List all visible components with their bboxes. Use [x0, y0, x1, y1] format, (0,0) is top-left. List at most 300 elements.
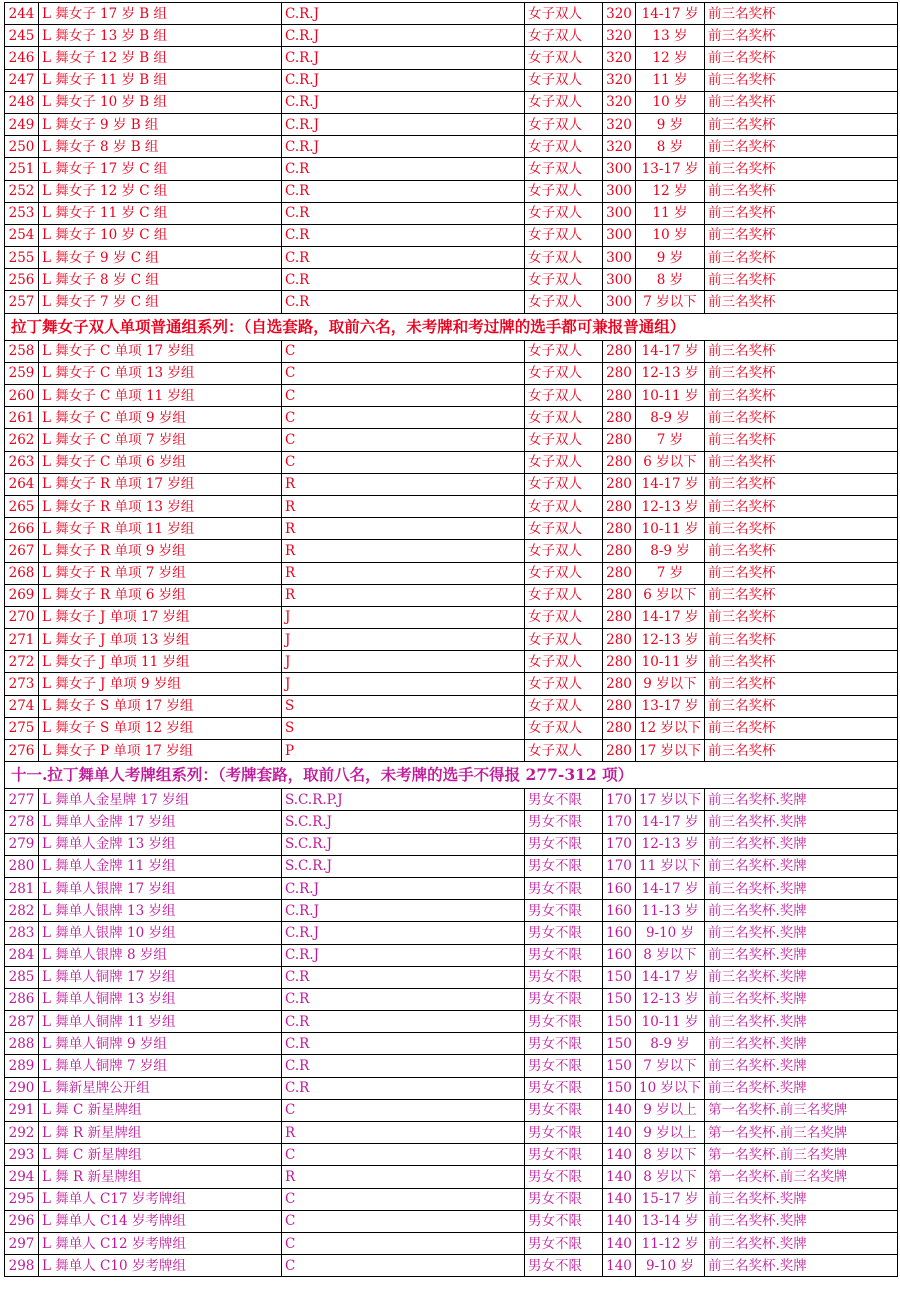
award-cell: 前三名奖杯 [705, 3, 898, 25]
award-cell: 前三名奖杯 [705, 362, 898, 384]
event-name-cell: L 舞女子 9 岁 B 组 [39, 113, 282, 135]
dance-codes-cell: C [282, 1210, 525, 1232]
age-group-cell: 7 岁 [636, 429, 705, 451]
award-cell: 前三名奖杯 [705, 158, 898, 180]
dance-codes-cell: C.R.J [282, 25, 525, 47]
table-row [5, 518, 898, 540]
dance-codes-cell: C.R [282, 269, 525, 291]
table-row [5, 202, 898, 224]
entry-type-cell: 男女不限 [525, 966, 603, 988]
entry-type-cell: 女子双人 [525, 340, 603, 362]
event-name-cell: L 舞女子 12 岁 B 组 [39, 47, 282, 69]
age-group-cell: 14-17 岁 [636, 811, 705, 833]
award-cell: 前三名奖杯 [705, 473, 898, 495]
event-name-cell: L 舞女子 17 岁 C 组 [39, 158, 282, 180]
row-number-cell: 290 [5, 1077, 39, 1099]
award-cell: 第一名奖杯.前三名奖牌 [705, 1144, 898, 1166]
row-number-cell: 273 [5, 673, 39, 695]
event-name-cell: L 舞单人铜牌 17 岁组 [39, 966, 282, 988]
age-group-cell: 9-10 岁 [636, 1255, 705, 1277]
entry-fee-cell: 320 [603, 3, 636, 25]
award-cell: 前三名奖杯.奖牌 [705, 811, 898, 833]
award-cell: 前三名奖杯 [705, 202, 898, 224]
event-name-cell: L 舞单人 C14 岁考牌组 [39, 1210, 282, 1232]
entry-fee-cell: 320 [603, 91, 636, 113]
award-cell: 前三名奖杯 [705, 91, 898, 113]
dance-codes-cell: S [282, 717, 525, 739]
row-number-cell: 270 [5, 606, 39, 628]
row-number-cell: 285 [5, 966, 39, 988]
event-name-cell: L 舞女子 S 单项 17 岁组 [39, 695, 282, 717]
dance-codes-cell: C [282, 407, 525, 429]
entry-fee-cell: 160 [603, 944, 636, 966]
dance-codes-cell: C.R.J [282, 900, 525, 922]
entry-type-cell: 女子双人 [525, 69, 603, 91]
dance-codes-cell: J [282, 673, 525, 695]
age-group-cell: 7 岁以下 [636, 1055, 705, 1077]
entry-fee-cell: 280 [603, 584, 636, 606]
table-row [5, 1144, 898, 1166]
table-row [5, 495, 898, 517]
age-group-cell: 12 岁 [636, 180, 705, 202]
table-row [5, 385, 898, 407]
table-row [5, 988, 898, 1010]
table-row [5, 966, 898, 988]
entry-type-cell: 女子双人 [525, 362, 603, 384]
event-name-cell: L 舞单人金牌 11 岁组 [39, 855, 282, 877]
award-cell: 前三名奖杯 [705, 584, 898, 606]
award-cell: 前三名奖杯 [705, 540, 898, 562]
dance-codes-cell: C.R [282, 1011, 525, 1033]
award-cell: 前三名奖杯.奖牌 [705, 877, 898, 899]
event-name-cell: L 舞女子 10 岁 B 组 [39, 91, 282, 113]
dance-codes-cell: C.R.J [282, 922, 525, 944]
dance-codes-cell: C [282, 385, 525, 407]
row-number-cell: 244 [5, 3, 39, 25]
age-group-cell: 8 岁以下 [636, 944, 705, 966]
row-number-cell: 247 [5, 69, 39, 91]
age-group-cell: 14-17 岁 [636, 473, 705, 495]
award-cell: 前三名奖杯.奖牌 [705, 1055, 898, 1077]
event-name-cell: L 舞女子 11 岁 C 组 [39, 202, 282, 224]
entry-type-cell: 女子双人 [525, 247, 603, 269]
award-cell: 前三名奖杯.奖牌 [705, 1255, 898, 1277]
award-cell: 前三名奖杯 [705, 291, 898, 313]
table-row [5, 900, 898, 922]
entry-fee-cell: 140 [603, 1232, 636, 1254]
age-group-cell: 9-10 岁 [636, 922, 705, 944]
award-cell: 前三名奖杯 [705, 429, 898, 451]
event-name-cell: L 舞单人金星牌 17 岁组 [39, 789, 282, 811]
event-name-cell: L 舞单人 C17 岁考牌组 [39, 1188, 282, 1210]
dance-codes-cell: R [282, 495, 525, 517]
dance-codes-cell: C.R [282, 1055, 525, 1077]
table-row [5, 855, 898, 877]
entry-fee-cell: 150 [603, 966, 636, 988]
entry-fee-cell: 170 [603, 855, 636, 877]
age-group-cell: 8 岁 [636, 136, 705, 158]
dance-codes-cell: R [282, 1166, 525, 1188]
table-row [5, 540, 898, 562]
entry-type-cell: 男女不限 [525, 1210, 603, 1232]
entry-type-cell: 女子双人 [525, 269, 603, 291]
table-row [5, 1011, 898, 1033]
age-group-cell: 12 岁以下 [636, 717, 705, 739]
entry-fee-cell: 280 [603, 495, 636, 517]
event-name-cell: L 舞女子 R 单项 11 岁组 [39, 518, 282, 540]
award-cell: 前三名奖杯 [705, 69, 898, 91]
age-group-cell: 9 岁以上 [636, 1099, 705, 1121]
age-group-cell: 14-17 岁 [636, 966, 705, 988]
entry-fee-cell: 280 [603, 362, 636, 384]
entry-fee-cell: 140 [603, 1255, 636, 1277]
row-number-cell: 257 [5, 291, 39, 313]
entry-fee-cell: 280 [603, 518, 636, 540]
event-name-cell: L 舞单人银牌 13 岁组 [39, 900, 282, 922]
event-name-cell: L 舞女子 J 单项 17 岁组 [39, 606, 282, 628]
award-cell: 前三名奖杯.奖牌 [705, 855, 898, 877]
entry-fee-cell: 280 [603, 540, 636, 562]
entry-fee-cell: 140 [603, 1099, 636, 1121]
entry-type-cell: 男女不限 [525, 1033, 603, 1055]
row-number-cell: 256 [5, 269, 39, 291]
table-row [5, 362, 898, 384]
dance-codes-cell: C [282, 1099, 525, 1121]
entry-type-cell: 男女不限 [525, 944, 603, 966]
row-number-cell: 274 [5, 695, 39, 717]
award-cell: 前三名奖杯.奖牌 [705, 1077, 898, 1099]
event-name-cell: L 舞单人铜牌 7 岁组 [39, 1055, 282, 1077]
event-name-cell: L 舞女子 11 岁 B 组 [39, 69, 282, 91]
entry-type-cell: 女子双人 [525, 606, 603, 628]
row-number-cell: 284 [5, 944, 39, 966]
entry-type-cell: 男女不限 [525, 1255, 603, 1277]
entry-type-cell: 男女不限 [525, 1122, 603, 1144]
age-group-cell: 13-17 岁 [636, 695, 705, 717]
entry-type-cell: 男女不限 [525, 922, 603, 944]
age-group-cell: 12-13 岁 [636, 988, 705, 1010]
dance-codes-cell: C.R [282, 1077, 525, 1099]
entry-fee-cell: 280 [603, 629, 636, 651]
dance-codes-cell: C [282, 1188, 525, 1210]
row-number-cell: 250 [5, 136, 39, 158]
age-group-cell: 12-13 岁 [636, 833, 705, 855]
row-number-cell: 293 [5, 1144, 39, 1166]
dance-codes-cell: C.R.J [282, 136, 525, 158]
event-name-cell: L 舞单人 C10 岁考牌组 [39, 1255, 282, 1277]
row-number-cell: 271 [5, 629, 39, 651]
event-name-cell: L 舞女子 R 单项 17 岁组 [39, 473, 282, 495]
age-group-cell: 10 岁 [636, 224, 705, 246]
entry-type-cell: 女子双人 [525, 673, 603, 695]
entry-fee-cell: 160 [603, 900, 636, 922]
dance-codes-cell: J [282, 606, 525, 628]
row-number-cell: 298 [5, 1255, 39, 1277]
age-group-cell: 15-17 岁 [636, 1188, 705, 1210]
table-row [5, 717, 898, 739]
age-group-cell: 9 岁 [636, 247, 705, 269]
row-number-cell: 282 [5, 900, 39, 922]
entry-type-cell: 女子双人 [525, 407, 603, 429]
event-name-cell: L 舞女子 C 单项 6 岁组 [39, 451, 282, 473]
entry-fee-cell: 280 [603, 673, 636, 695]
entry-fee-cell: 160 [603, 922, 636, 944]
age-group-cell: 8-9 岁 [636, 407, 705, 429]
dance-codes-cell: C [282, 1232, 525, 1254]
table-row [5, 224, 898, 246]
table-row [5, 407, 898, 429]
row-number-cell: 272 [5, 651, 39, 673]
age-group-cell: 12-13 岁 [636, 629, 705, 651]
dance-codes-cell: S.C.R.J [282, 811, 525, 833]
entry-fee-cell: 320 [603, 47, 636, 69]
age-group-cell: 6 岁以下 [636, 584, 705, 606]
event-name-cell: L 舞女子 R 单项 13 岁组 [39, 495, 282, 517]
age-group-cell: 8 岁以下 [636, 1166, 705, 1188]
entry-type-cell: 女子双人 [525, 3, 603, 25]
age-group-cell: 14-17 岁 [636, 877, 705, 899]
row-number-cell: 266 [5, 518, 39, 540]
table-row [5, 584, 898, 606]
event-name-cell: L 舞女子 S 单项 12 岁组 [39, 717, 282, 739]
table-row [5, 811, 898, 833]
age-group-cell: 13 岁 [636, 25, 705, 47]
age-group-cell: 13-17 岁 [636, 158, 705, 180]
row-number-cell: 254 [5, 224, 39, 246]
age-group-cell: 10-11 岁 [636, 1011, 705, 1033]
age-group-cell: 9 岁以下 [636, 673, 705, 695]
entry-fee-cell: 140 [603, 1188, 636, 1210]
age-group-cell: 11 岁 [636, 69, 705, 91]
row-number-cell: 288 [5, 1033, 39, 1055]
event-name-cell: L 舞女子 9 岁 C 组 [39, 247, 282, 269]
award-cell: 前三名奖杯.奖牌 [705, 988, 898, 1010]
row-number-cell: 255 [5, 247, 39, 269]
row-number-cell: 275 [5, 717, 39, 739]
entry-type-cell: 男女不限 [525, 1077, 603, 1099]
award-cell: 前三名奖杯.奖牌 [705, 1188, 898, 1210]
table-row [5, 877, 898, 899]
entry-fee-cell: 300 [603, 180, 636, 202]
award-cell: 前三名奖杯.奖牌 [705, 833, 898, 855]
entry-type-cell: 女子双人 [525, 429, 603, 451]
entry-type-cell: 男女不限 [525, 1166, 603, 1188]
row-number-cell: 264 [5, 473, 39, 495]
dance-codes-cell: S.C.R.J [282, 855, 525, 877]
row-number-cell: 265 [5, 495, 39, 517]
row-number-cell: 289 [5, 1055, 39, 1077]
table-row [5, 606, 898, 628]
entry-fee-cell: 320 [603, 69, 636, 91]
entry-fee-cell: 170 [603, 789, 636, 811]
entry-fee-cell: 300 [603, 158, 636, 180]
dance-codes-cell: C.R [282, 180, 525, 202]
table-row [5, 429, 898, 451]
age-group-cell: 8 岁以下 [636, 1144, 705, 1166]
row-number-cell: 294 [5, 1166, 39, 1188]
table-row [5, 833, 898, 855]
row-number-cell: 262 [5, 429, 39, 451]
entry-type-cell: 男女不限 [525, 1011, 603, 1033]
age-group-cell: 10 岁以下 [636, 1077, 705, 1099]
dance-codes-cell: C.R [282, 988, 525, 1010]
row-number-cell: 286 [5, 988, 39, 1010]
entry-type-cell: 男女不限 [525, 1099, 603, 1121]
entry-type-cell: 男女不限 [525, 1188, 603, 1210]
dance-codes-cell: J [282, 651, 525, 673]
row-number-cell: 295 [5, 1188, 39, 1210]
table-row [5, 473, 898, 495]
award-cell: 前三名奖杯 [705, 518, 898, 540]
dance-codes-cell: R [282, 540, 525, 562]
event-name-cell: L 舞单人银牌 8 岁组 [39, 944, 282, 966]
event-name-cell: L 舞 R 新星牌组 [39, 1166, 282, 1188]
entry-type-cell: 男女不限 [525, 877, 603, 899]
event-name-cell: L 舞单人银牌 10 岁组 [39, 922, 282, 944]
row-number-cell: 246 [5, 47, 39, 69]
table-row [5, 1099, 898, 1121]
entry-type-cell: 女子双人 [525, 540, 603, 562]
age-group-cell: 10-11 岁 [636, 385, 705, 407]
event-name-cell: L 舞单人银牌 17 岁组 [39, 877, 282, 899]
entry-type-cell: 男女不限 [525, 900, 603, 922]
award-cell: 第一名奖杯.前三名奖牌 [705, 1122, 898, 1144]
award-cell: 前三名奖杯 [705, 247, 898, 269]
dance-codes-cell: C.R [282, 158, 525, 180]
age-group-cell: 12 岁 [636, 47, 705, 69]
dance-codes-cell: C.R.J [282, 47, 525, 69]
dance-codes-cell: C.R.J [282, 3, 525, 25]
award-cell: 前三名奖杯 [705, 651, 898, 673]
dance-codes-cell: R [282, 518, 525, 540]
entry-fee-cell: 280 [603, 562, 636, 584]
row-number-cell: 281 [5, 877, 39, 899]
table-row [5, 629, 898, 651]
award-cell: 前三名奖杯 [705, 740, 898, 762]
dance-codes-cell: C.R.J [282, 877, 525, 899]
table-row [5, 1210, 898, 1232]
award-cell: 前三名奖杯 [705, 629, 898, 651]
event-name-cell: L 舞女子 J 单项 11 岁组 [39, 651, 282, 673]
event-name-cell: L 舞女子 C 单项 13 岁组 [39, 362, 282, 384]
row-number-cell: 276 [5, 740, 39, 762]
award-cell: 前三名奖杯.奖牌 [705, 1232, 898, 1254]
entry-type-cell: 女子双人 [525, 695, 603, 717]
entry-fee-cell: 280 [603, 407, 636, 429]
entry-fee-cell: 280 [603, 451, 636, 473]
dance-codes-cell: C.R [282, 224, 525, 246]
table-row [5, 269, 898, 291]
entry-type-cell: 男女不限 [525, 1055, 603, 1077]
entry-fee-cell: 160 [603, 877, 636, 899]
table-row [5, 451, 898, 473]
row-number-cell: 245 [5, 25, 39, 47]
dance-codes-cell: C.R.J [282, 69, 525, 91]
entry-type-cell: 女子双人 [525, 180, 603, 202]
event-name-cell: L 舞 C 新星牌组 [39, 1144, 282, 1166]
event-name-cell: L 舞女子 17 岁 B 组 [39, 3, 282, 25]
award-cell: 前三名奖杯 [705, 340, 898, 362]
entry-type-cell: 男女不限 [525, 988, 603, 1010]
age-group-cell: 14-17 岁 [636, 340, 705, 362]
table-row [5, 1055, 898, 1077]
dance-codes-cell: S [282, 695, 525, 717]
age-group-cell: 10 岁 [636, 91, 705, 113]
event-name-cell: L 舞女子 13 岁 B 组 [39, 25, 282, 47]
entry-type-cell: 女子双人 [525, 495, 603, 517]
row-number-cell: 287 [5, 1011, 39, 1033]
entry-type-cell: 男女不限 [525, 811, 603, 833]
entry-fee-cell: 320 [603, 113, 636, 135]
age-group-cell: 6 岁以下 [636, 451, 705, 473]
event-name-cell: L 舞女子 C 单项 9 岁组 [39, 407, 282, 429]
entry-type-cell: 女子双人 [525, 518, 603, 540]
dance-codes-cell: C.R [282, 291, 525, 313]
age-group-cell: 11 岁以下 [636, 855, 705, 877]
dance-codes-cell: C.R [282, 202, 525, 224]
award-cell: 前三名奖杯.奖牌 [705, 789, 898, 811]
table-row [5, 25, 898, 47]
table-row [5, 922, 898, 944]
award-cell: 前三名奖杯 [705, 47, 898, 69]
row-number-cell: 269 [5, 584, 39, 606]
dance-codes-cell: C.R [282, 966, 525, 988]
event-name-cell: L 舞女子 8 岁 B 组 [39, 136, 282, 158]
age-group-cell: 17 岁以下 [636, 789, 705, 811]
dance-codes-cell: C.R [282, 247, 525, 269]
entry-type-cell: 女子双人 [525, 136, 603, 158]
entry-fee-cell: 280 [603, 606, 636, 628]
entry-fee-cell: 140 [603, 1144, 636, 1166]
row-number-cell: 248 [5, 91, 39, 113]
row-number-cell: 296 [5, 1210, 39, 1232]
dance-codes-cell: C.R.J [282, 113, 525, 135]
award-cell: 前三名奖杯 [705, 269, 898, 291]
entry-type-cell: 女子双人 [525, 291, 603, 313]
entry-fee-cell: 280 [603, 429, 636, 451]
award-cell: 前三名奖杯.奖牌 [705, 1011, 898, 1033]
award-cell: 前三名奖杯 [705, 562, 898, 584]
entry-type-cell: 男女不限 [525, 789, 603, 811]
dance-codes-cell: J [282, 629, 525, 651]
row-number-cell: 259 [5, 362, 39, 384]
dance-codes-cell: R [282, 1122, 525, 1144]
entry-fee-cell: 170 [603, 811, 636, 833]
event-name-cell: L 舞单人铜牌 13 岁组 [39, 988, 282, 1010]
entry-fee-cell: 280 [603, 385, 636, 407]
event-name-cell: L 舞女子 R 单项 9 岁组 [39, 540, 282, 562]
row-number-cell: 278 [5, 811, 39, 833]
entry-type-cell: 女子双人 [525, 562, 603, 584]
entry-fee-cell: 280 [603, 340, 636, 362]
award-cell: 前三名奖杯.奖牌 [705, 1210, 898, 1232]
table-row [5, 1188, 898, 1210]
entry-fee-cell: 320 [603, 25, 636, 47]
entry-type-cell: 女子双人 [525, 451, 603, 473]
entry-fee-cell: 150 [603, 1033, 636, 1055]
dance-codes-cell: R [282, 473, 525, 495]
entry-type-cell: 女子双人 [525, 91, 603, 113]
registration-table [4, 2, 898, 1277]
event-name-cell: L 舞女子 R 单项 7 岁组 [39, 562, 282, 584]
row-number-cell: 253 [5, 202, 39, 224]
dance-codes-cell: C [282, 362, 525, 384]
entry-fee-cell: 170 [603, 833, 636, 855]
dance-codes-cell: P [282, 740, 525, 762]
section-header-row [5, 313, 898, 340]
event-name-cell: L 舞女子 12 岁 C 组 [39, 180, 282, 202]
row-number-cell: 291 [5, 1099, 39, 1121]
